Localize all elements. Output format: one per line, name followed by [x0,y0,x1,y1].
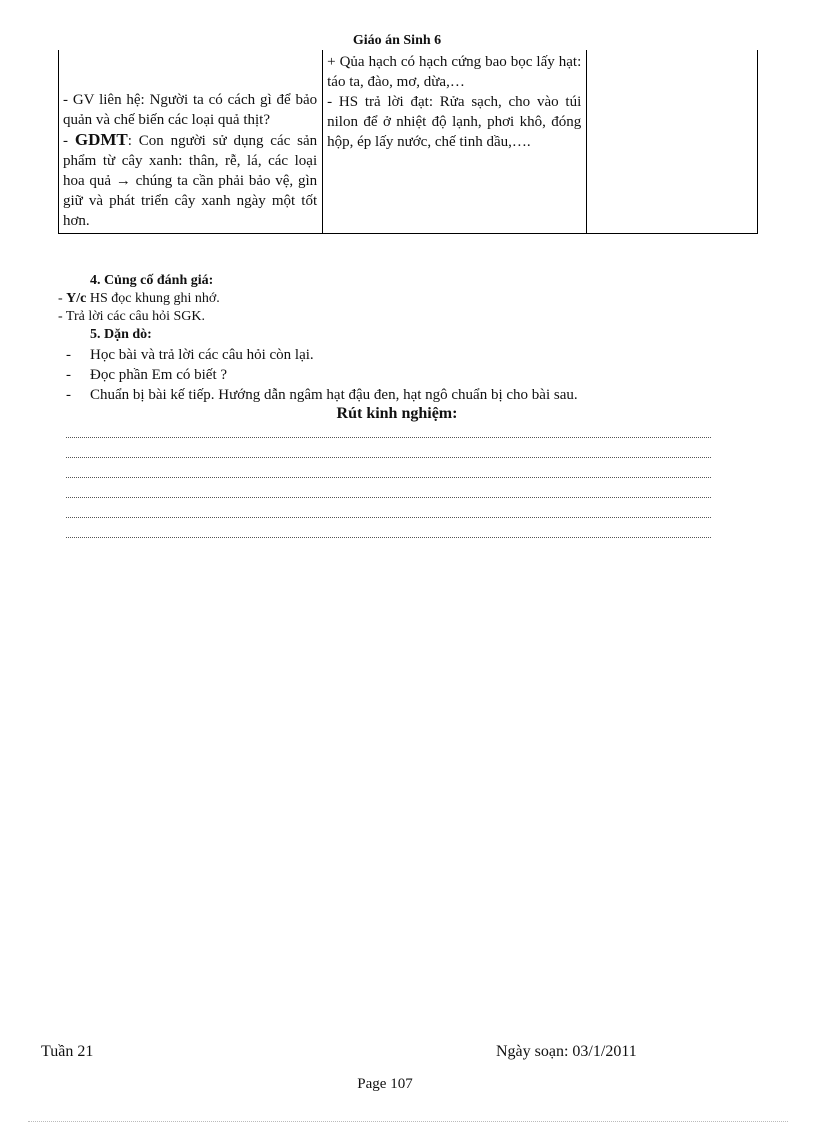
dotted-line [66,436,711,438]
list-item-text: Chuẩn bị bài kế tiếp. Hướng dẫn ngâm hạt đậu đen, hạt ngô chuẩn bị cho bài sau. [90,387,578,403]
review-title: Rút kinh nghiệm: [336,405,458,422]
dotted-line [66,476,711,478]
section-4 [58,272,758,344]
teacher-question: - GV liên hệ: Người ta có cách gì để bảo quản và chế biến các loại quả thịt? [63,92,318,128]
teacher-activity-cell [59,50,323,234]
footer-date: Ngày soạn: 03/1/2011 [496,1043,637,1060]
dotted-line [66,456,711,458]
gdmt-text: : Con người sử dụng các sản phẩm từ cây xanh: thân, rễ, lá, các loại hoa quả → chúng ta cần phải bảo vệ, gìn giữ và phát triển cây xanh ngày một tốt hơn. [63,133,318,229]
section-4-line-1: - Y/c HS đọc khung ghi nhớ. [58,291,220,306]
lesson-table [58,50,758,234]
yc-label: Y/c [66,291,87,306]
document-header: Giáo án Sinh 6 [352,33,442,48]
dotted-line [66,516,711,518]
list-item: - Chuẩn bị bài kế tiếp. Hướng dẫn ngâm hạt đậu đen, hạt ngô chuẩn bị cho bài sau. [66,387,578,403]
gdmt-paragraph: - GDMT: Con người sử dụng các sản phẩm từ cây xanh: thân, rễ, lá, các loại hoa quả → chúng ta cần phải bảo vệ, gìn giữ và phát triển cây xanh ngày một tốt hơn. [63,130,318,229]
list-item-text: Đọc phần Em có biết ? [90,367,228,383]
section-4-line-2: - Trả lời các câu hỏi SGK. [58,309,205,324]
gdmt-label: GDMT [74,130,128,149]
page-bottom-divider [28,1121,788,1122]
footer-week: Tuần 21 [41,1043,94,1060]
section-4-line-1-text: HS đọc khung ghi nhớ. [86,291,220,306]
student-activity-cell [323,50,587,234]
section-5-heading: 5. Dặn dò: [90,327,152,342]
student-answer: - HS trả lời đạt: Rửa sạch, cho vào túi nilon để ở nhiệt độ lạnh, phơi khô, đóng hộp, ép lấy nước, chế tinh dầu,…. [327,94,582,150]
list-item: - Học bài và trả lời các câu hỏi còn lại. [66,347,314,363]
table-row [59,50,758,234]
notes-cell [587,50,758,234]
list-item: - Đọc phần Em có biết ? [66,367,228,383]
dotted-line [66,496,711,498]
dotted-line [66,536,711,538]
list-item-text: Học bài và trả lời các câu hỏi còn lại. [90,347,314,363]
drupe-description: + Qủa hạch có hạch cứng bao bọc lấy hạt: táo ta, đào, mơ, dừa,… [327,54,582,90]
section-4-heading: 4. Củng cố đánh giá: [90,273,214,288]
page-number: Page 107 [357,1076,413,1092]
